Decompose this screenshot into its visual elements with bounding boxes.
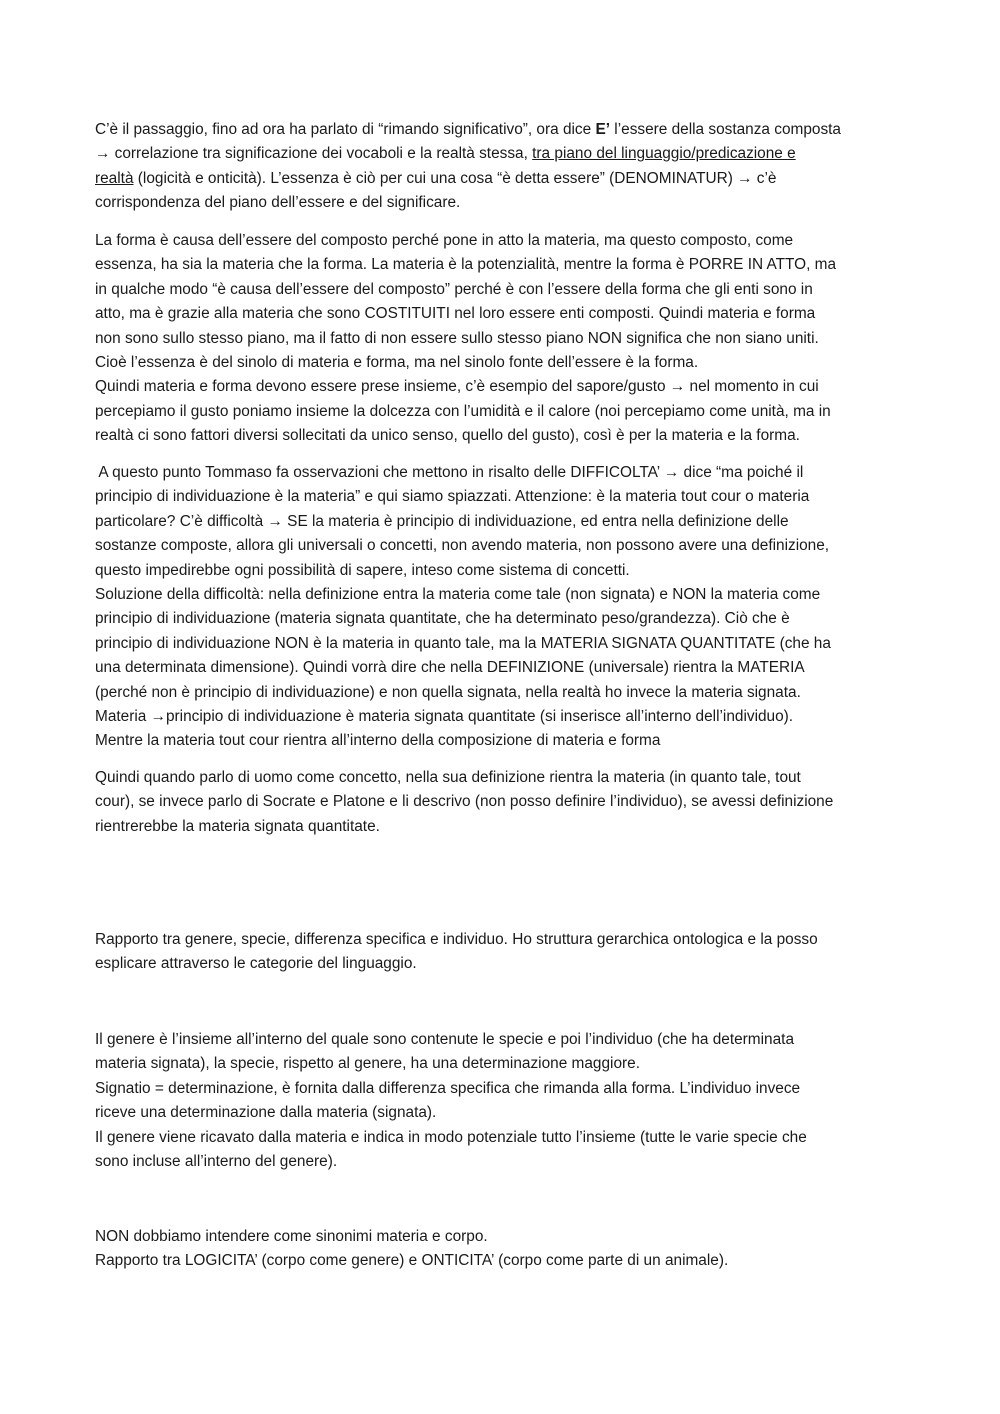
text-line: Quindi quando parlo di uomo come concetto, nella sua definizione rientra la materia (in quanto tale, tout — [95, 769, 801, 786]
paragraph-3 — [95, 461, 910, 754]
text-line: principio di individuazione NON è la materia in quanto tale, ma la MATERIA SIGNATA QUANTITATE (che ha — [95, 634, 831, 652]
text-line: principio di individuazione è la materia” e qui siamo spiazzati. Attenzione: è la materia tout cour o materia — [95, 488, 810, 506]
text-line: Soluzione della difficoltà: nella definizione entra la materia come tale (non signata) e NON la materia come — [95, 586, 821, 604]
text-line: sostanze composte, allora gli universali o concetti, non avendo materia, non possono avere una definizione, — [95, 537, 830, 555]
text-line: La forma è causa dell’essere del composto perché pone in atto la materia, ma questo composto, come — [95, 232, 794, 249]
paragraph-7 — [95, 1225, 910, 1274]
text-line: Cioè l’essenza è del sinolo di materia e forma, ma nel sinolo fonte dell’essere è la forma. — [95, 354, 699, 372]
text-line: Rapporto tra genere, specie, differenza specifica e individuo. Ho struttura gerarchica ontologica e la posso — [95, 931, 818, 948]
text-line: A questo punto Tommaso fa osservazioni che mettono in risalto delle DIFFICOLTA’ → dice “ma poiché il — [95, 464, 804, 481]
text-line: corrispondenza del piano dell’essere e del significare. — [95, 194, 461, 212]
text-line: rientrerebbe la materia signata quantitate. — [95, 817, 380, 835]
text-line — [95, 167, 910, 191]
text-line: Mentre la materia tout cour rientra all’interno della composizione di materia e forma — [95, 732, 661, 750]
text-line: sono incluse all’interno del genere). — [95, 1153, 338, 1171]
text-line: materia signata), la specie, rispetto al genere, ha una determinazione maggiore. — [95, 1055, 640, 1073]
text-line: Signatio = determinazione, è fornita dalla differenza specifica che rimanda alla forma. L’individuo invece — [95, 1079, 801, 1097]
text-line: in qualche modo “è causa dell’essere del composto” perché è con l’essere della forma che gli enti sono in — [95, 280, 813, 298]
paragraph-1 — [95, 118, 910, 216]
paragraph-2 — [95, 229, 910, 449]
text-line: percepiamo il gusto poniamo insieme la dolcezza con l’umidità e il calore (noi percepiamo come unità, ma in — [95, 402, 831, 420]
text-line: atto, ma è grazie alla materia che sono COSTITUITI nel loro essere enti composti. Quindi materia e forma — [95, 305, 816, 323]
bold-text: E’ — [595, 121, 611, 138]
paragraph-6 — [95, 1028, 910, 1174]
text-line: Il genere è l’insieme all’interno del quale sono contenute le specie e poi l’individuo (che ha determinata — [95, 1031, 795, 1048]
text-line — [95, 142, 910, 166]
text-line: (perché non è principio di individuazione) e non quella signata, nella realtà ho invece la materia signata. — [95, 683, 801, 701]
underlined-text: tra piano del linguaggio/predicazione e — [532, 145, 796, 163]
text-line: Rapporto tra LOGICITA’ (corpo come genere) e ONTICITA’ (corpo come parte di un animale). — [95, 1252, 729, 1270]
text-run: → correlazione tra significazione dei vocaboli e la realtà stessa, — [95, 145, 533, 163]
text-line: esplicare attraverso le categorie del linguaggio. — [95, 955, 417, 973]
text-line: una determinata dimensione). Quindi vorrà dire che nella DEFINIZIONE (universale) rientra la MATERIA — [95, 659, 805, 677]
text-run: C’è il passaggio, fino ad ora ha parlato di “rimando significativo”, ora dice — [95, 121, 596, 138]
text-line: essenza, ha sia la materia che la forma. La materia è la potenzialità, mentre la forma è PORRE IN ATTO, ma — [95, 256, 837, 274]
text-line: Il genere viene ricavato dalla materia e indica in modo potenziale tutto l’insieme (tutte le varie specie che — [95, 1128, 807, 1146]
text-line: non sono sullo stesso piano, ma il fatto di non essere sullo stesso piano NON significa che non siano uniti. — [95, 329, 819, 347]
text-line: Materia →principio di individuazione è materia signata quantitate (si inserisce all’interno dell’individuo). — [95, 708, 794, 726]
text-line: cour), se invece parlo di Socrate e Platone e li descrivo (non posso definire l’individuo), se avessi definizione — [95, 793, 834, 811]
text-line: realtà ci sono fattori diversi sollecitati da unico senso, quello del gusto), così è per la materia e la forma. — [95, 427, 800, 445]
text-line: principio di individuazione (materia signata quantitate, che ha determinato peso/grandezza). Ciò che è — [95, 610, 790, 628]
paragraph-5 — [95, 928, 910, 977]
text-line: questo impedirebbe ogni possibilità di sapere, inteso come sistema di concetti. — [95, 561, 630, 579]
text-line: particolare? C’è difficoltà → SE la materia è principio di individuazione, ed entra nella definizione delle — [95, 512, 789, 530]
underlined-text: realtà — [95, 169, 134, 187]
text-run: l’essere della sostanza composta — [610, 121, 841, 138]
text-line: Quindi materia e forma devono essere prese insieme, c’è esempio del sapore/gusto → nel momento in cui — [95, 378, 819, 396]
text-line: NON dobbiamo intendere come sinonimi materia e corpo. — [95, 1228, 488, 1245]
text-line — [95, 118, 910, 142]
text-line: riceve una determinazione dalla materia (signata). — [95, 1104, 437, 1122]
text-run: (logicità e onticità). L’essenza è ciò per cui una cosa “è detta essere” (DENOMINATUR) → c’è — [133, 169, 777, 187]
paragraph-4 — [95, 766, 910, 839]
